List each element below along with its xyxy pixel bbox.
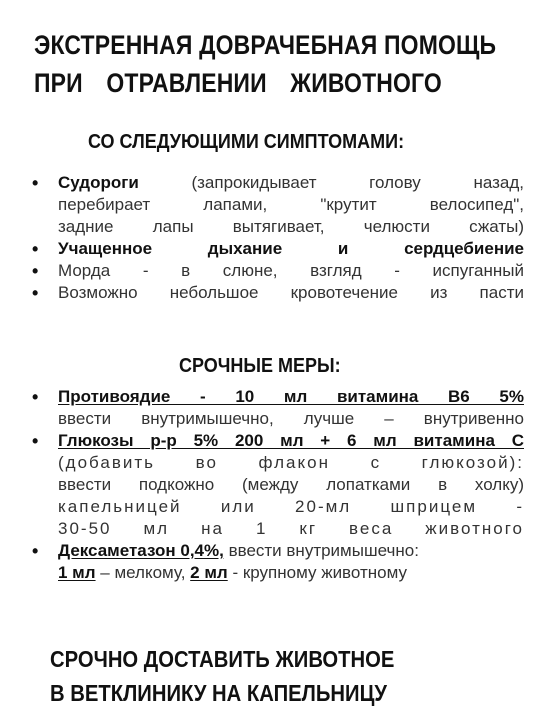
title-line-2: ПРИ ОТРАВЛЕНИИ ЖИВОТНОГО <box>34 68 442 98</box>
symptom-title: Судороги <box>58 173 139 192</box>
list-item <box>24 282 524 304</box>
bullet-icon: • <box>32 173 39 193</box>
symptom-title: Учащенное дыхание и сердцебиение <box>58 239 524 258</box>
bullet-icon: • <box>32 541 39 561</box>
bullet-icon: • <box>32 261 39 281</box>
symptom-text: Морда - в слюне, взгляд - испуганный <box>58 261 524 280</box>
symptom-detail: (запрокидывает голову назад, <box>191 173 524 192</box>
bullet-icon: • <box>32 239 39 259</box>
dose-small-text: – мелкому, <box>95 563 191 582</box>
measure-detail: ввести подкожно (между лопатками в холку) <box>58 475 524 494</box>
list-item <box>24 386 524 430</box>
bullet-icon: • <box>32 283 39 303</box>
measure-detail: капельницей или 20-мл шприцем - <box>58 497 524 516</box>
measures-list <box>24 386 524 584</box>
list-item <box>24 172 524 238</box>
bullet-icon: • <box>32 431 39 451</box>
symptom-text: Возможно небольшое кровотечение из пасти <box>58 283 524 302</box>
measure-detail: 30-50 мл на 1 кг веса животного <box>58 519 524 538</box>
measure-title: Глюкозы р-р 5% 200 мл + 6 мл витамина С <box>58 431 524 450</box>
list-item <box>24 260 524 282</box>
symptoms-list <box>24 172 524 304</box>
measure-detail: ввести внутримышечно, лучше – внутривенно <box>58 409 524 428</box>
list-item <box>24 238 524 260</box>
title-line-1: ЭКСТРЕННАЯ ДОВРАЧЕБНАЯ ПОМОЩЬ <box>34 30 497 60</box>
list-item <box>24 540 524 584</box>
measure-line <box>58 540 524 562</box>
symptom-detail: задние лапы вытягивает, челюсти сжаты) <box>58 217 524 236</box>
measure-line <box>58 562 524 584</box>
footer-line-1: СРОЧНО ДОСТАВИТЬ ЖИВОТНОЕ <box>50 646 395 672</box>
bullet-icon: • <box>32 387 39 407</box>
symptom-detail: перебирает лапами, "крутит велосипед", <box>58 195 524 214</box>
symptom-line <box>58 172 524 194</box>
measure-title: Дексаметазон 0,4%, <box>58 541 224 560</box>
list-item <box>24 430 524 540</box>
dose-small: 1 мл <box>58 563 96 582</box>
measure-title: Противоядие - 10 мл витамина В6 5% <box>58 387 524 406</box>
measure-detail: (добавить во флакон с глюкозой): <box>58 453 524 472</box>
measures-heading: СРОЧНЫЕ МЕРЫ: <box>179 355 341 377</box>
dose-large: 2 мл <box>190 563 228 582</box>
measure-detail: ввести внутримышечно: <box>223 541 419 560</box>
symptoms-heading: СО СЛЕДУЮЩИМИ СИМПТОМАМИ: <box>88 131 405 153</box>
footer-line-2: В ВЕТКЛИНИКУ НА КАПЕЛЬНИЦУ <box>50 680 387 706</box>
dose-large-text: - крупному животному <box>227 563 407 582</box>
